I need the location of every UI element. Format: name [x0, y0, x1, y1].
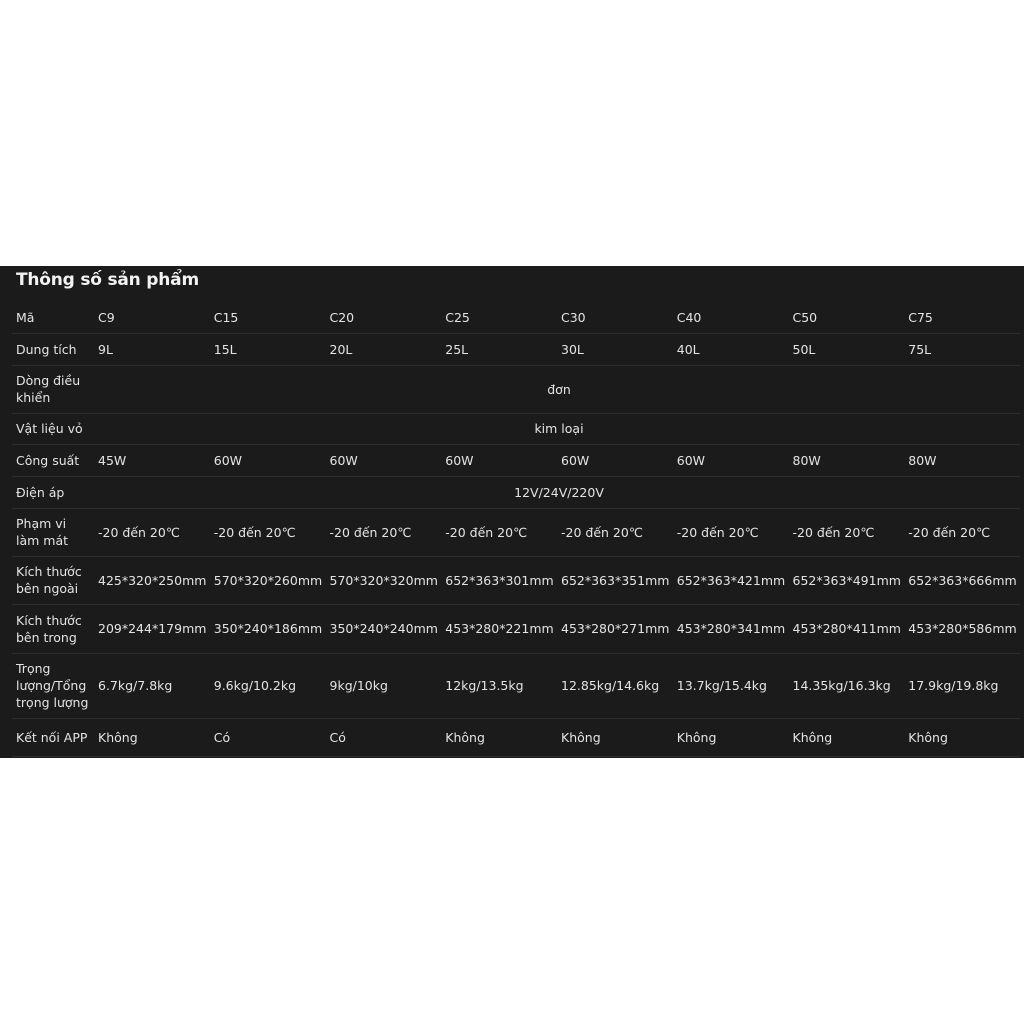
table-cell: 25L — [441, 333, 557, 365]
table-cell: 60W — [441, 444, 557, 476]
table-cell: Không — [789, 718, 905, 756]
table-cell: 9.6kg/10.2kg — [210, 653, 326, 718]
table-cell: -20 đến 20℃ — [326, 508, 442, 556]
table-row-cooling — [12, 508, 1020, 556]
table-cell: -20 đến 20℃ — [210, 508, 326, 556]
table-cell: 15L — [210, 333, 326, 365]
table-cell: 652*363*421mm — [673, 556, 789, 604]
table-cell: 60W — [326, 444, 442, 476]
table-row-voltage — [12, 476, 1020, 508]
table-cell: 453*280*221mm — [441, 604, 557, 653]
table-cell: 453*280*586mm — [904, 604, 1020, 653]
table-cell: C75 — [904, 302, 1020, 333]
table-cell: -20 đến 20℃ — [441, 508, 557, 556]
table-cell: -20 đến 20℃ — [94, 508, 210, 556]
table-cell: -20 đến 20℃ — [789, 508, 905, 556]
row-label: Công suất — [12, 444, 94, 476]
table-row-capacity — [12, 333, 1020, 365]
table-cell: 9kg/10kg — [326, 653, 442, 718]
table-cell: Có — [210, 718, 326, 756]
table-cell: Không — [94, 718, 210, 756]
table-cell: 350*240*186mm — [210, 604, 326, 653]
table-cell: 652*363*301mm — [441, 556, 557, 604]
table-cell: 453*280*411mm — [789, 604, 905, 653]
table-row-shell — [12, 413, 1020, 444]
table-row-model — [12, 302, 1020, 333]
table-cell: 80W — [904, 444, 1020, 476]
table-cell: 9L — [94, 333, 210, 365]
table-cell: C9 — [94, 302, 210, 333]
table-cell: 20L — [326, 333, 442, 365]
spec-panel — [0, 266, 1024, 758]
row-label: Kích thước bên ngoài — [12, 556, 94, 604]
table-cell: 453*280*271mm — [557, 604, 673, 653]
table-cell: 12kg/13.5kg — [441, 653, 557, 718]
table-cell: 350*240*240mm — [326, 604, 442, 653]
table-cell: 570*320*260mm — [210, 556, 326, 604]
table-cell: -20 đến 20℃ — [557, 508, 673, 556]
row-label: Mã — [12, 302, 94, 333]
section-title: Thông số sản phẩm — [16, 270, 199, 290]
row-label: Phạm vi làm mát — [12, 508, 94, 556]
row-label: Dòng điều khiển — [12, 365, 94, 413]
table-row-outer-size — [12, 556, 1020, 604]
table-cell: 60W — [673, 444, 789, 476]
table-cell: C40 — [673, 302, 789, 333]
table-cell: 453*280*341mm — [673, 604, 789, 653]
table-cell: 6.7kg/7.8kg — [94, 653, 210, 718]
table-row-control — [12, 365, 1020, 413]
table-row-inner-size — [12, 604, 1020, 653]
row-label: Kích thước bên trong — [12, 604, 94, 653]
table-cell: C15 — [210, 302, 326, 333]
table-cell: -20 đến 20℃ — [673, 508, 789, 556]
table-row-weight — [12, 653, 1020, 718]
table-cell: 652*363*666mm — [904, 556, 1020, 604]
table-cell: Không — [557, 718, 673, 756]
table-cell-merged: đơn — [94, 365, 1020, 413]
table-row-app — [12, 718, 1020, 756]
table-cell-merged: 12V/24V/220V — [94, 476, 1020, 508]
table-cell: Có — [326, 718, 442, 756]
table-cell: C20 — [326, 302, 442, 333]
row-label: Điện áp — [12, 476, 94, 508]
table-cell: Không — [673, 718, 789, 756]
table-cell: 45W — [94, 444, 210, 476]
table-cell: 75L — [904, 333, 1020, 365]
row-label: Vật liệu vỏ — [12, 413, 94, 444]
table-cell-merged: kim loại — [94, 413, 1020, 444]
table-row-power — [12, 444, 1020, 476]
table-cell: 209*244*179mm — [94, 604, 210, 653]
table-cell: 425*320*250mm — [94, 556, 210, 604]
table-cell: 13.7kg/15.4kg — [673, 653, 789, 718]
table-cell: 80W — [789, 444, 905, 476]
table-cell: 652*363*491mm — [789, 556, 905, 604]
table-cell: 17.9kg/19.8kg — [904, 653, 1020, 718]
table-cell: Không — [904, 718, 1020, 756]
table-cell: C25 — [441, 302, 557, 333]
row-label: Dung tích — [12, 333, 94, 365]
table-cell: 12.85kg/14.6kg — [557, 653, 673, 718]
table-cell: 14.35kg/16.3kg — [789, 653, 905, 718]
table-cell: 50L — [789, 333, 905, 365]
spec-table — [12, 302, 1020, 757]
row-label: Trọng lượng/Tổng trọng lượng — [12, 653, 94, 718]
table-cell: 570*320*320mm — [326, 556, 442, 604]
table-cell: Không — [441, 718, 557, 756]
table-cell: 40L — [673, 333, 789, 365]
table-cell: C30 — [557, 302, 673, 333]
table-cell: C50 — [789, 302, 905, 333]
table-cell: 60W — [557, 444, 673, 476]
table-cell: -20 đến 20℃ — [904, 508, 1020, 556]
table-cell: 30L — [557, 333, 673, 365]
table-cell: 60W — [210, 444, 326, 476]
row-label: Kết nối APP — [12, 718, 94, 756]
table-cell: 652*363*351mm — [557, 556, 673, 604]
